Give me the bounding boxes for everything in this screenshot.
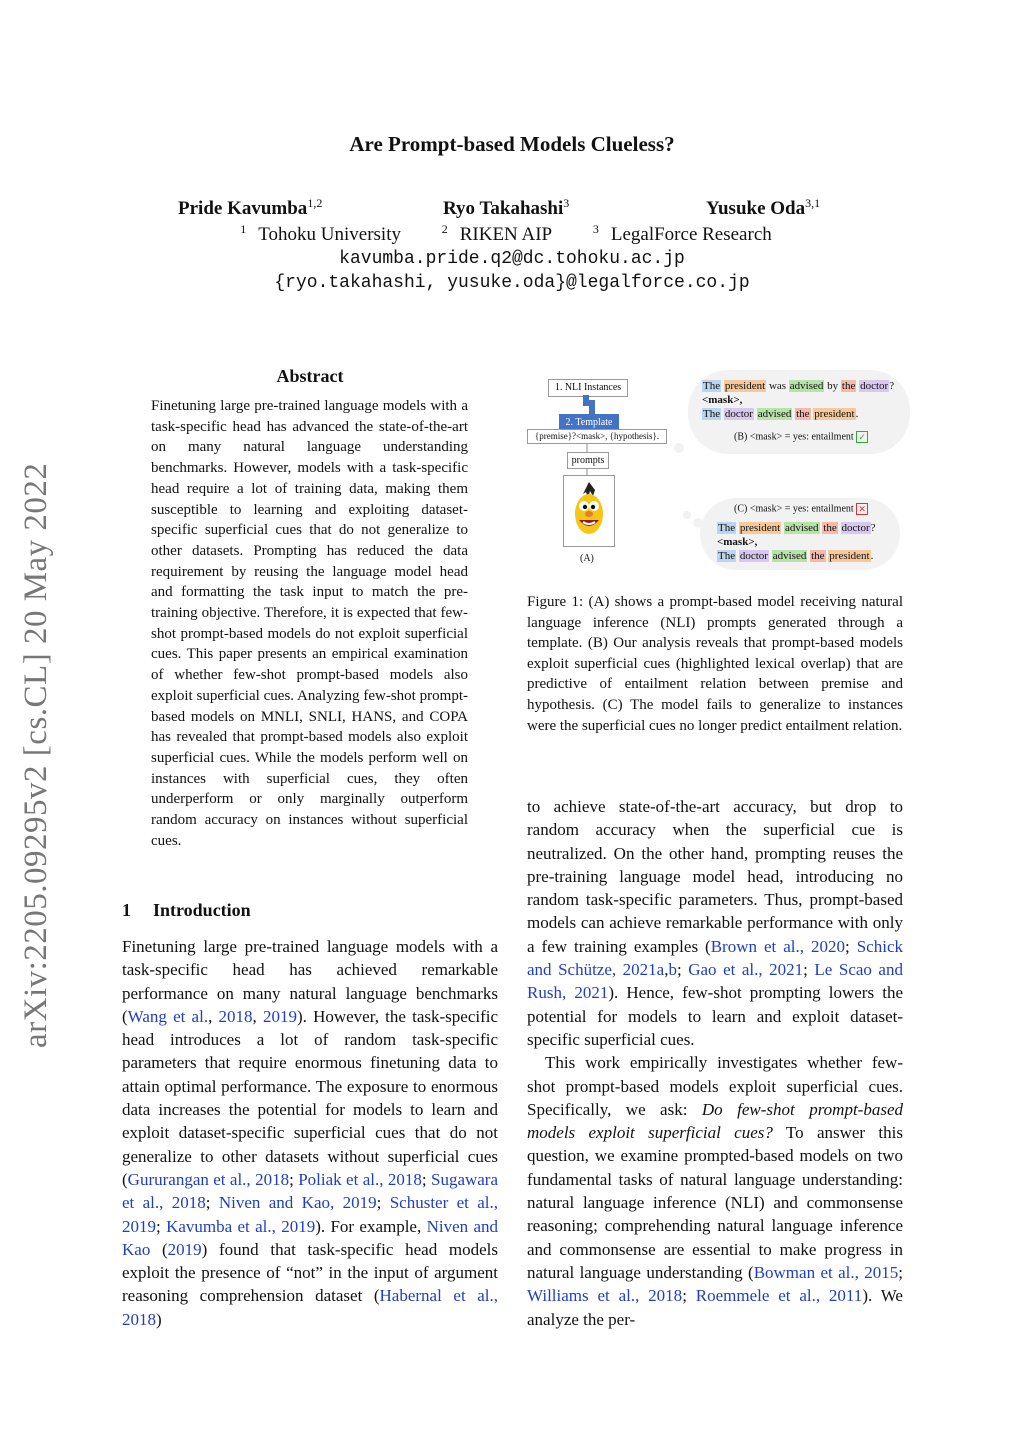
- citation-link[interactable]: Gao et al., 2021: [688, 960, 804, 980]
- token: the: [841, 380, 856, 392]
- token: advised: [772, 550, 807, 562]
- token: advised: [757, 408, 792, 420]
- text-run: ;: [205, 1193, 219, 1213]
- token: .: [855, 408, 859, 420]
- citation-link[interactable]: 2019: [262, 1006, 297, 1026]
- token: doctor: [841, 522, 870, 534]
- intro-right-column: [527, 795, 903, 1331]
- text-run: ). For example,: [315, 1216, 427, 1236]
- text-run: ;: [898, 1262, 903, 1282]
- text-run: This work empirically investigates whether few-shot prompt-based models exploit superficial cues. Specifically, we ask:: [527, 1053, 903, 1119]
- token: president: [724, 380, 766, 392]
- intro-paragraph-1: [122, 935, 498, 1331]
- affiliation: $^3$ LegalForce Research: [592, 222, 772, 245]
- prompts-box: prompts: [567, 452, 609, 469]
- text-run: ): [156, 1309, 162, 1329]
- citation-link[interactable]: Le Scao and Rush, 2021: [527, 960, 903, 1003]
- intro-paragraph-3: [527, 1051, 903, 1331]
- citation-link[interactable]: Schuster et al., 2019: [122, 1193, 499, 1236]
- abstract-heading: Abstract: [276, 366, 344, 386]
- figure-label-a: (A): [580, 553, 594, 564]
- text-run: ). We analyze the per-: [527, 1286, 903, 1329]
- section-number: 1: [122, 900, 131, 920]
- figure-caption: Figure 1: (A) shows a prompt-based model receiving natural language inference (NLI) prompts generated through a template. (B) Our analysis reveals that prompt-based models exploit superficial cues (highlighted lexical overlap) that are predictive of entailment relation between premise and hypothesis. (C) The model fails to generalize to instances were the superficial cues no longer predict entailment relation.: [527, 594, 903, 734]
- affiliation-list: [0, 224, 1024, 246]
- token: .: [870, 550, 874, 562]
- bubble-dot: [683, 511, 691, 519]
- author-list: [0, 198, 1024, 226]
- citation-link[interactable]: Niven and Kao, 2019: [218, 1193, 377, 1213]
- check-icon: ✓: [856, 431, 868, 443]
- muppet-model-icon: [564, 476, 614, 546]
- token: the: [811, 550, 825, 562]
- example-c-hypothesis: [717, 549, 873, 563]
- citation-link[interactable]: 2018: [218, 1006, 253, 1026]
- intro-left-column: [122, 935, 498, 1331]
- example-c-premise: [717, 521, 876, 535]
- example-b-premise: [702, 379, 894, 393]
- citation-link[interactable]: Niven and Kao: [122, 1216, 499, 1259]
- token: doctor: [860, 380, 889, 392]
- token: The: [718, 550, 736, 562]
- cross-icon: ✕: [856, 503, 868, 515]
- token: by: [827, 380, 839, 392]
- text-run: ). However, the task-specific head introduces a lot of random task-specific parameters that require enormous finetuning data to attain optimal performance. The exposure to enormous data increases the potential for models to learn and exploit dataset-specific superficial cues that do not generalize to other datasets without superficial cues (: [122, 1006, 499, 1189]
- citation-link[interactable]: Brown et al., 2020: [710, 936, 845, 956]
- citation-link[interactable]: Bowman et al., 2015: [753, 1262, 899, 1282]
- example-b-hypothesis: [702, 407, 858, 421]
- citation-link[interactable]: Wang et al.: [127, 1006, 209, 1026]
- email-1[interactable]: kavumba.pride.q2@dc.tohoku.ac.jp: [339, 249, 685, 269]
- text-run: ) found that task-specific head models exploit the presence of “not” in the input of argument reasoning comprehension dataset (: [122, 1239, 498, 1306]
- abstract-body: Finetuning large pre-trained language models with a task-specific head has advanced the state-of-the-art on many natural language understanding benchmarks. However, models with a task-specific head require a lot of training data, making them susceptible to learning and exploiting dataset-specific superficial cues that do not generalize to other datasets. Prompting has reduced the data requirement by reusing the language model head and formatting the task input to match the pre-training objective. Therefore, it is expected that few-shot prompt-based models do not exploit superficial cues. This paper presents an empirical examination of whether few-shot prompt-based models also exploit superficial cues. Analyzing few-shot prompt-based models on MNLI, SNLI, HANS, and COPA has revealed that prompt-based models also exploit superficial cues. While the models perform well on instances with superficial cues, they often underperform or only marginally outperform random accuracy on instances without superficial cues.: [151, 398, 468, 849]
- token: doctor: [739, 550, 768, 562]
- text-run: ;: [803, 960, 815, 980]
- text-run: ;: [682, 1286, 696, 1306]
- author: Pride Kavumba$^{1,2}$: [178, 196, 323, 219]
- citation-link[interactable]: Poliak et al., 2018: [298, 1169, 422, 1189]
- paper-title: Are Prompt-based Models Clueless?: [349, 132, 675, 156]
- italic-question: Do few-shot prompt-based models exploit superficial cues?: [527, 1099, 903, 1143]
- section-title: Introduction: [153, 900, 251, 920]
- citation-link[interactable]: 2019: [167, 1239, 202, 1259]
- verdict-text: (C) <mask> = yes: entailment: [734, 503, 854, 515]
- affiliation: $^2$ RIKEN AIP: [441, 222, 553, 245]
- text-run: ,: [208, 1006, 219, 1026]
- citation-link[interactable]: b: [668, 960, 677, 980]
- text-run: ;: [421, 1169, 431, 1189]
- token: ?: [870, 522, 876, 534]
- citation-link[interactable]: Roemmele et al., 2011: [695, 1286, 863, 1306]
- author: Yusuke Oda$^{3,1}$: [706, 196, 821, 219]
- token: The: [718, 522, 736, 534]
- token: the: [823, 522, 837, 534]
- text-run: ;: [376, 1193, 390, 1213]
- email-2[interactable]: {ryo.takahashi, yusuke.oda}@legalforce.co.jp: [274, 273, 750, 293]
- token: The: [703, 408, 721, 420]
- template-box: 2. Template: [559, 414, 619, 431]
- text-run: (: [150, 1239, 168, 1259]
- token: president: [739, 522, 781, 534]
- text-run: ;: [676, 960, 689, 980]
- example-c-verdict: [734, 503, 868, 515]
- text-run: ). Hence, few-shot prompting lowers the potential for models to learn and exploit dataset-specific superficial cues.: [527, 983, 903, 1049]
- text-run: ;: [289, 1169, 299, 1189]
- example-c-mask: <mask>,: [717, 536, 758, 548]
- section-heading: [122, 900, 251, 921]
- verdict-text: (B) <mask> = yes: entailment: [734, 431, 854, 443]
- author: Ryo Takahashi$^3$: [443, 196, 570, 219]
- model-box: [563, 475, 615, 547]
- citation-link[interactable]: Williams et al., 2018: [527, 1286, 683, 1306]
- example-b-mask: <mask>,: [702, 394, 743, 406]
- text-run: ,: [252, 1006, 263, 1026]
- citation-link[interactable]: Kavumba et al., 2019: [166, 1216, 316, 1236]
- nli-instances-box: 1. NLI Instances: [548, 379, 628, 397]
- token: ?: [889, 380, 895, 392]
- token: advised: [789, 380, 824, 392]
- token: president: [814, 408, 855, 420]
- citation-link[interactable]: Gururangan et al., 2018: [127, 1169, 290, 1189]
- bubble-dot: [693, 518, 703, 528]
- intro-paragraph-2: [527, 795, 903, 1051]
- text-run: ;: [156, 1216, 167, 1236]
- text-run: To answer this question, we examine prompted-based models on two fundamental tasks of natural language understanding: natural language inference (NLI) and commonsense reasoning; comprehending natural language inference and commonsense are essential to make progress in natural language understanding (: [527, 1123, 903, 1282]
- token: advised: [784, 522, 819, 534]
- token: The: [703, 380, 721, 392]
- citation-link[interactable]: Sugawara et al., 2018: [122, 1169, 499, 1213]
- template-text: {premise}?<mask>, {hypothesis}.: [527, 429, 667, 444]
- token: was: [768, 380, 787, 392]
- example-b-verdict: [734, 431, 868, 443]
- affiliation: $^1$ Tohoku University: [240, 222, 401, 245]
- citation-link[interactable]: Schick and Schütze, 2021a: [527, 936, 903, 980]
- text-run: ;: [845, 936, 857, 956]
- token: doctor: [724, 408, 753, 420]
- text-run: Finetuning large pre-trained language models with a task-specific head has achieved remarkable performance on many natural language benchmarks (: [122, 937, 498, 1026]
- text-run: ,: [664, 960, 669, 980]
- text-run: to achieve state-of-the-art accuracy, but drop to random accuracy when the superficial cue is neutralized. On the other hand, prompting reuses the pre-training language model head, introducing no random task-specific parameters. Thus, prompt-based models can achieve remarkable performance with only a few training examples (: [527, 797, 903, 956]
- token: president: [829, 550, 870, 562]
- token: the: [796, 408, 810, 420]
- arxiv-identifier: arXiv:2205.09295v2 [cs.CL] 20 May 2022: [18, 462, 54, 1048]
- citation-link[interactable]: Habernal et al., 2018: [122, 1286, 499, 1329]
- bubble-dot: [674, 443, 684, 453]
